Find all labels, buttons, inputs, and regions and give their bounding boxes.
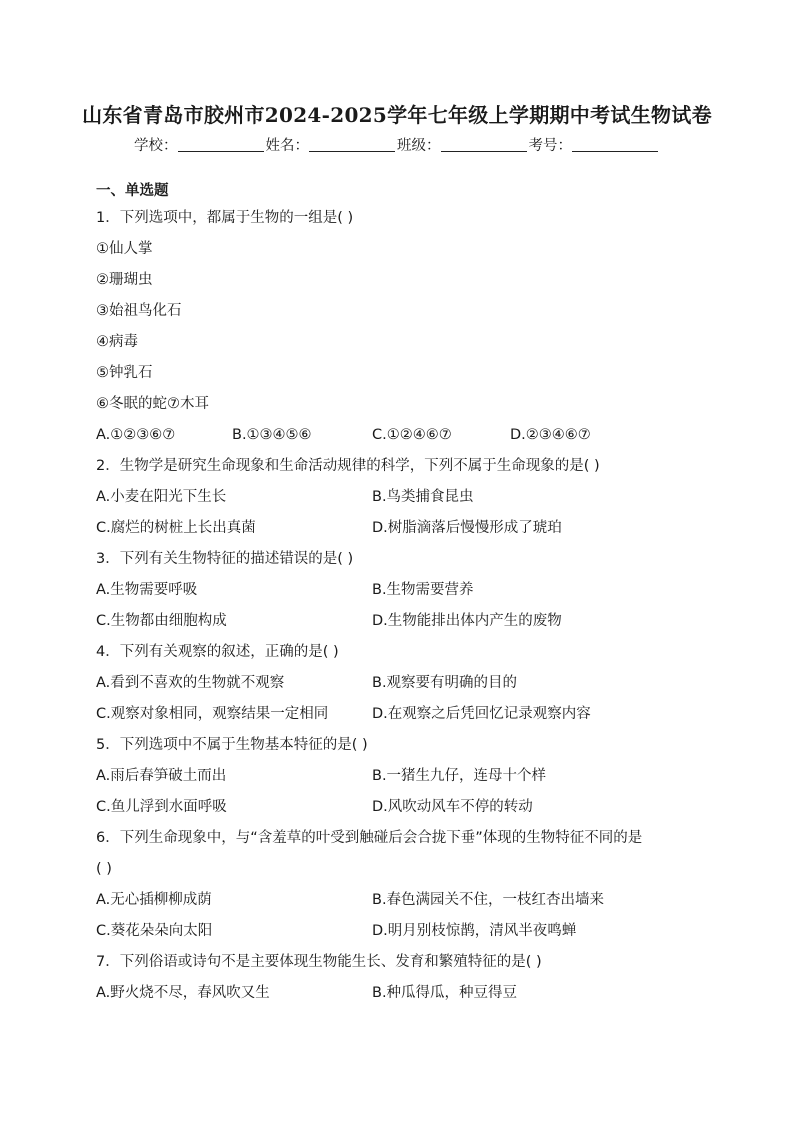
option-a: A.小麦在阳光下生长 <box>96 489 227 505</box>
name-blank <box>309 137 395 152</box>
question-6-stem-cont: ( ) <box>96 861 112 877</box>
question-4-stem: 4．下列有关观察的叙述，正确的是( ) <box>96 644 339 660</box>
question-6-stem: 6．下列生命现象中，与“含羞草的叶受到触碰后会合拢下垂”体现的生物特征不同的是 <box>96 830 643 846</box>
question-1-item: ①仙人掌 <box>96 241 153 257</box>
question-5-options-row1 <box>96 761 706 792</box>
class-blank <box>441 137 527 152</box>
question-7-stem: 7．下列俗语或诗句不是主要体现生物能生长、发育和繁殖特征的是( ) <box>96 954 542 970</box>
option-b: B.观察要有明确的目的 <box>372 675 518 691</box>
option-c: C.观察对象相同，观察结果一定相同 <box>96 706 329 722</box>
class-label: 班级： <box>397 138 441 154</box>
section-heading: 一、单选题 <box>96 183 169 199</box>
option-c: C.腐烂的树桩上长出真菌 <box>96 520 256 536</box>
option-a: A.野火烧不尽，春风吹又生 <box>96 985 270 1001</box>
option-d: D.树脂滴落后慢慢形成了琥珀 <box>372 520 562 536</box>
option-a: A.雨后春笋破土而出 <box>96 768 227 784</box>
question-1-options <box>96 420 706 451</box>
option-a: A.看到不喜欢的生物就不观察 <box>96 675 285 691</box>
option-d: D.明月别枝惊鹊，清风半夜鸣蝉 <box>372 923 577 939</box>
option-d: D.②③④⑥⑦ <box>510 427 591 443</box>
option-b: B.生物需要营养 <box>372 582 474 598</box>
number-label: 考号： <box>528 138 572 154</box>
option-b: B.春色满园关不住，一枝红杏出墙来 <box>372 892 605 908</box>
name-label: 姓名： <box>265 138 309 154</box>
option-d: D.在观察之后凭回忆记录观察内容 <box>372 706 591 722</box>
question-1-item: ⑥冬眠的蛇⑦木耳 <box>96 396 209 412</box>
exam-title: 山东省青岛市胶州市2024-2025学年七年级上学期期中考试生物试卷 <box>82 103 712 127</box>
option-c: C.生物都由细胞构成 <box>96 613 227 629</box>
question-2-options-row2 <box>96 513 706 544</box>
question-1-item: ⑤钟乳石 <box>96 365 153 381</box>
question-6-options-row1 <box>96 885 706 916</box>
option-b: B.鸟类捕食昆虫 <box>372 489 474 505</box>
option-c: C.①②④⑥⑦ <box>372 427 452 443</box>
option-b: B.种瓜得瓜，种豆得豆 <box>372 985 518 1001</box>
question-3-options-row1 <box>96 575 706 606</box>
question-5-stem: 5．下列选项中不属于生物基本特征的是( ) <box>96 737 368 753</box>
question-1-item: ③始祖鸟化石 <box>96 303 182 319</box>
student-info-line <box>0 136 794 156</box>
question-1-stem: 1．下列选项中，都属于生物的一组是( ) <box>96 210 354 226</box>
question-list <box>96 179 706 1009</box>
question-4-options-row1 <box>96 668 706 699</box>
question-1-item: ②珊瑚虫 <box>96 272 153 288</box>
option-a: A.生物需要呼吸 <box>96 582 198 598</box>
school-blank <box>178 137 264 152</box>
question-2-options-row1 <box>96 482 706 513</box>
option-c: C.葵花朵朵向太阳 <box>96 923 213 939</box>
option-b: B.①③④⑤⑥ <box>232 427 312 443</box>
option-b: B.一猪生九仔，连母十个样 <box>372 768 547 784</box>
question-7-options-row1 <box>96 978 706 1009</box>
school-label: 学校： <box>134 138 178 154</box>
option-d: D.生物能排出体内产生的废物 <box>372 613 562 629</box>
option-d: D.风吹动风车不停的转动 <box>372 799 533 815</box>
question-1-item: ④病毒 <box>96 334 138 350</box>
question-3-stem: 3．下列有关生物特征的描述错误的是( ) <box>96 551 354 567</box>
number-blank <box>572 137 658 152</box>
option-a: A.无心插柳柳成荫 <box>96 892 212 908</box>
question-3-options-row2 <box>96 606 706 637</box>
option-c: C.鱼儿浮到水面呼吸 <box>96 799 227 815</box>
question-2-stem: 2．生物学是研究生命现象和生命活动规律的科学，下列不属于生命现象的是( ) <box>96 458 600 474</box>
option-a: A.①②③⑥⑦ <box>96 427 176 443</box>
question-6-options-row2 <box>96 916 706 947</box>
question-5-options-row2 <box>96 792 706 823</box>
question-4-options-row2 <box>96 699 706 730</box>
